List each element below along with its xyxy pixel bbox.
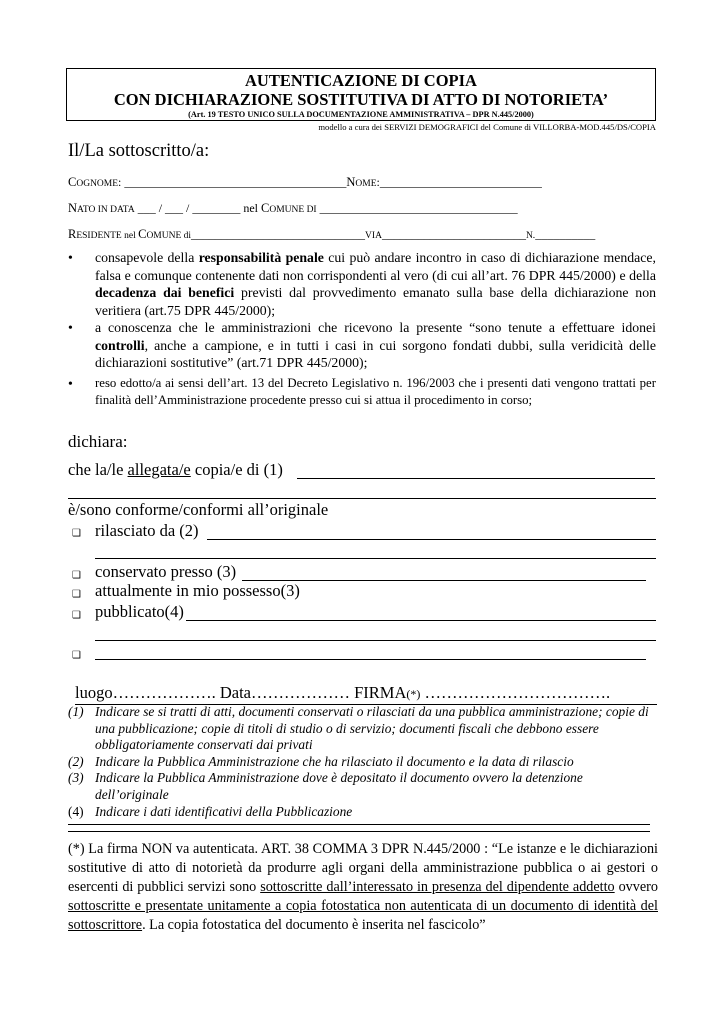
firma-field[interactable]: ……………………………. [420, 683, 611, 702]
conservato-label: conservato presso (3) [95, 562, 237, 581]
bullet-list [68, 249, 656, 410]
rilasciato-field-extra[interactable] [95, 558, 656, 559]
pubblicato-field-extra[interactable] [95, 640, 656, 641]
list-item: (1) Indicare se si tratti di atti, documenti conservati o rilasciati da una pubblica amministrazione; copie di una pubblicazione; copie di titoli di studio o di servizio; documenti fiscali che debbono essere obbligatoriamente conservati dai privati [68, 704, 649, 753]
conforme-label: è/sono conforme/conformi all’originale [68, 500, 329, 519]
double-divider [68, 824, 650, 832]
title-line-2: CON DICHIARAZIONE SOSTITUTIVA DI ATTO DI NOTORIETA’ [113, 90, 609, 109]
nome-field[interactable]: :___________________________ [376, 175, 542, 189]
rilasciato-label: rilasciato da (2) [95, 521, 199, 540]
residenza-row: RESIDENTE nel COMUNE di_____________________________VIA________________________N.__________ [68, 227, 596, 241]
title-line-1: AUTENTICAZIONE DI COPIA [245, 71, 477, 90]
numero-civico-field[interactable]: __________ [535, 227, 596, 241]
signature-row: luogo………………. Data……………… FIRMA(*) ……………………………. [75, 683, 657, 705]
list-item: (4) Indicare i dati identificativi della Pubblicazione [68, 803, 353, 819]
pubblicato-label: pubblicato(4) [95, 602, 184, 621]
bullet-icon: • [68, 320, 73, 335]
cognome-field[interactable]: : _____________________________________ [118, 175, 347, 189]
notes-list [68, 704, 658, 820]
nascita-row: NATO IN DATA ___ / ___ / ________ nel COMUNE DI _________________________________ [68, 201, 518, 215]
list-item: • consapevole della responsabilità penale cui può andare incontro in caso di dichiarazione mendace, falsa e comunque contenente dati non corrispondenti al vero (di cui all’art. 76 DPR 445/2000) e della decadenza dai benefici previsti dal provvedimento emanato sulla base della dichiarazione non veritiera (art.75 DPR 445/2000); [68, 250, 657, 318]
rilasciato-field[interactable] [207, 539, 656, 540]
comune-nascita-field[interactable]: _________________________________ [316, 201, 518, 215]
comune-residenza-field[interactable]: _____________________________ [191, 227, 366, 241]
copia-field-extra[interactable] [68, 498, 656, 499]
conservato-field[interactable] [242, 580, 646, 581]
bullet-icon: • [68, 250, 73, 265]
header-box [66, 68, 656, 121]
possesso-label: attualmente in mio possesso(3) [95, 581, 300, 600]
via-field[interactable]: ________________________ [381, 227, 526, 241]
possesso-checkbox[interactable]: ❑ [72, 589, 81, 600]
list-item: • reso edotto/a ai sensi dell’art. 13 del Decreto Legislativo n. 196/2003 che i presenti dati vengono trattati per finalità dell’Amministrazione procedente presso cui si attua il procedimento in corso; [68, 375, 656, 410]
dichiara-heading: dichiara: [68, 432, 128, 451]
modello-note: modello a cura dei SERVIZI DEMOGRAFICI del Comune di VILLORBA-MOD.445/DS/COPIA [318, 122, 656, 132]
copia-field[interactable] [297, 478, 655, 479]
list-item: • a conoscenza che le amministrazioni che ricevono la presente “sono tenute a effettuare idonei controlli, anche a campione, e in tutti i casi in cui sorgono fondati dubbi, sulla veridicità delle dichiarazioni sostitutive” (art.71 DPR 445/2000); [68, 320, 656, 370]
bullet-icon: • [68, 375, 73, 391]
sottoscritto-label: Il/La sottoscritto/a: [68, 141, 210, 161]
disclaimer: (*) La firma NON va autenticata. ART. 38 COMMA 3 DPR N.445/2000 : “Le istanze e le dichiarazioni sostitutive di atto di notorietà da produrre agli organi della amministrazione pubblica o ai gestori o esercenti di pubblici servizi sono sottoscritte dall’interessato in presenza del dipendente addetto ovvero sottoscritte e presentate unitamente a copia fotostatica non autenticata di un documento di identità del sottoscrittore. La copia fotostatica del documento è inserita nel fascicolo” [68, 841, 658, 933]
altro-field[interactable] [95, 659, 646, 660]
altro-checkbox[interactable]: ❑ [72, 650, 81, 661]
pubblicato-checkbox[interactable]: ❑ [72, 610, 81, 621]
conservato-checkbox[interactable]: ❑ [72, 570, 81, 581]
cognome-nome-row: COGNOME: _____________________________________NOME:___________________________ [68, 175, 542, 189]
header-subtitle: (Art. 19 TESTO UNICO SULLA DOCUMENTAZIONE AMMINISTRATIVA – DPR N.445/2000) [188, 110, 534, 119]
copia-label: che la/le allegata/e copia/e di (1) [68, 460, 283, 479]
data-nascita-field[interactable]: ___ / ___ / ________ nel [134, 201, 262, 215]
list-item: (2) Indicare la Pubblica Amministrazione che ha rilasciato il documento e la data di rilascio [68, 753, 574, 769]
pubblicato-field[interactable] [186, 620, 656, 621]
list-item: (3) Indicare la Pubblica Amministrazione dove è depositato il documento ovvero la detenzione dell’originale [68, 770, 583, 802]
rilasciato-checkbox[interactable]: ❑ [72, 528, 81, 539]
